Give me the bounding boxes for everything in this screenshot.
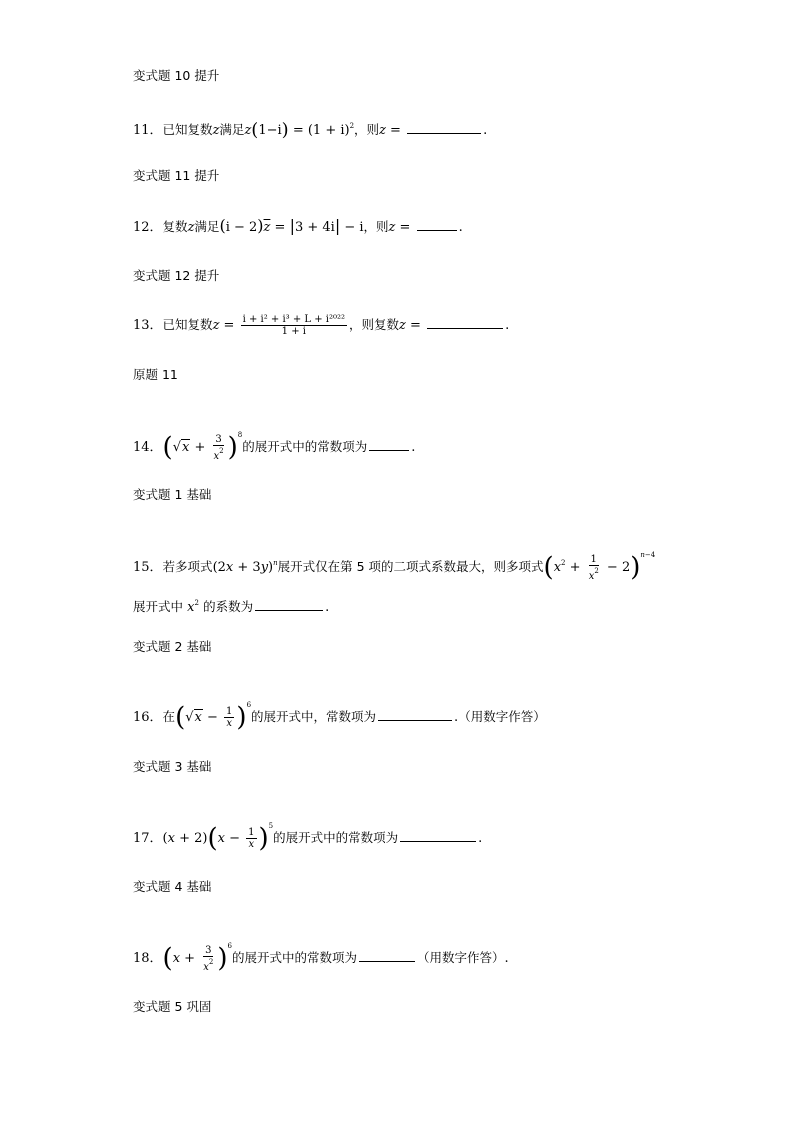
- question-number: 17．: [133, 831, 163, 846]
- answer-blank[interactable]: [369, 437, 409, 451]
- question-number: 15．: [133, 560, 163, 575]
- section-header: 变式题 5 巩固: [133, 999, 212, 1014]
- answer-blank[interactable]: [255, 597, 323, 611]
- section-header: 变式题 3 基础: [133, 759, 212, 774]
- answer-blank[interactable]: [378, 707, 452, 721]
- question-number: 13．: [133, 318, 163, 333]
- question-18: 18．(x + $\frac{3}{x^2}$ )$^6$的展开式中的常数项为 （用数字作答）.: [133, 942, 509, 974]
- fraction: $\frac{\text{i + i² + i³ + L + i²⁰²²}}{1 + i}$: [242, 314, 346, 337]
- question-14: 14．(√x + $\frac{3}{x^2}$ )$^8$的展开式中的常数项为 .: [133, 431, 416, 463]
- answer-blank[interactable]: [407, 120, 481, 134]
- section-header: 变式题 2 基础: [133, 639, 212, 654]
- section-header: 变式题 1 基础: [133, 487, 212, 502]
- question-number: 18．: [133, 951, 163, 966]
- question-12: 12．复数z满足$(i - 2)\overline{z} = |3 + 4i| - i$，则z = .: [133, 216, 463, 235]
- question-number: 12．: [133, 220, 163, 235]
- question-number: 14．: [133, 440, 163, 455]
- answer-blank[interactable]: [427, 315, 503, 329]
- answer-blank[interactable]: [359, 948, 415, 962]
- section-header: 原题 11: [133, 367, 178, 382]
- section-header: 变式题 10 提升: [133, 68, 220, 83]
- section-header: 变式题 11 提升: [133, 168, 220, 183]
- section-header: 变式题 12 提升: [133, 268, 220, 283]
- question-13: 13．已知复数z = $\frac{\text{i + i² + i³ + L + i²⁰²²}}{1 + i}$ ，则复数z = .: [133, 314, 510, 337]
- question-17: 17．(x + 2)(x − $\frac{1}{x}$ )$^5$的展开式中的常数项为 .: [133, 822, 483, 854]
- section-header: 变式题 4 基础: [133, 879, 212, 894]
- answer-blank[interactable]: [400, 828, 476, 842]
- answer-blank[interactable]: [417, 217, 457, 231]
- question-15-continued: 展开式中 $x^2$ 的系数为 .: [133, 599, 330, 615]
- question-15: 15．若多项式$(2x + 3y)^n$展开式仅在第 5 项的二项式系数最大，则多项式($x^2$ + $\frac{1}{x^2}$ − 2)$^{n-4}$: [133, 551, 656, 583]
- question-number: 11．: [133, 123, 163, 138]
- question-16: 16．在(√x − $\frac{1}{x}$ )$^6$的展开式中，常数项为 .（用数字作答）: [133, 701, 546, 733]
- question-11: 11．已知复数z满足$z(1-i) = (1 + i)^2$，则z = .: [133, 119, 488, 141]
- question-number: 16．: [133, 710, 163, 725]
